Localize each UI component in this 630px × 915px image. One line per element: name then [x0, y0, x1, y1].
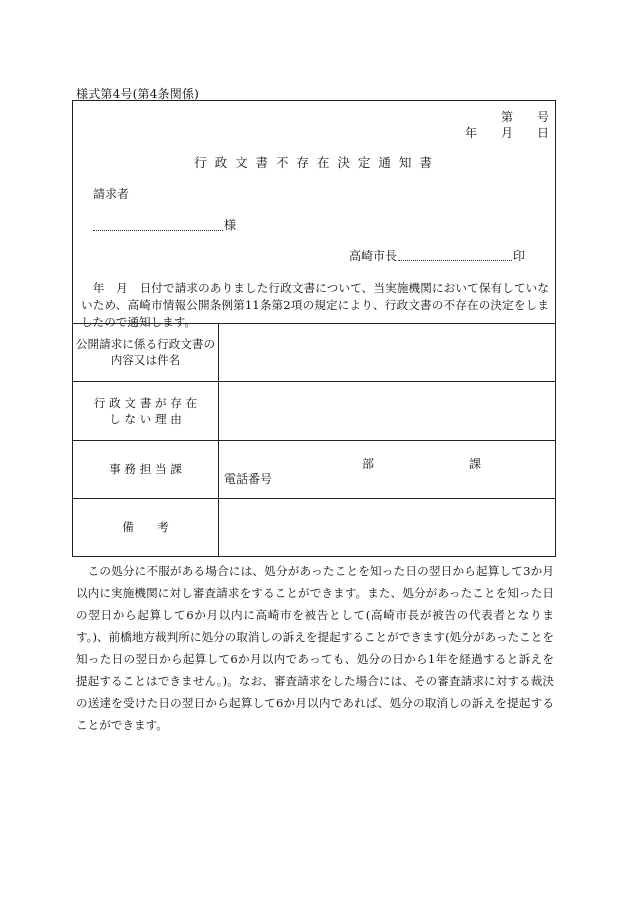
requester-label: 請求者 [93, 187, 130, 201]
document-date-label: 年 月 日 [464, 126, 549, 140]
seal-mark: 印 [513, 249, 526, 263]
notice-body-text: 年 月 日付で請求のありました行政文書について、当実施機関において保有していないため、高崎市情報公開条例第11条第2項の規定により、行政文書の不存在の決定をしましたので通知します。 [81, 281, 549, 329]
row-label-document-content: 公開請求に係る行政文書の内容又は件名 [75, 337, 216, 367]
row-label-nonexistence-reason-1: 行 政 文 書 が 存 在 [93, 396, 198, 410]
row-label-remarks: 備 考 [122, 520, 169, 534]
table-divider [73, 381, 555, 382]
issuer-name-line [398, 260, 512, 261]
table-divider [73, 498, 555, 499]
appeal-notice-text: この処分に不服がある場合には、処分があったことを知った日の翌日から起算して3か月以内に実施機関に対し審査請求をすることができます。また、処分があったことを知った日の翌日から起算して6か月以内に高崎市を被告として(高崎市長が被告の代表者となります。)、前橋地方裁判所に処分の取消しの訴えを提起することができます(処分があったことを知った日の翌日から起算して6か月以内であっても、処分の日から1年を経過すると訴えを提起することはできません。)。なお、審査請求をした場合には、その審査請求に対する裁決の送達を受けた日の翌日から起算して6か月以内であれば、処分の取消しの訴えを提起することができます。 [76, 564, 554, 732]
row-label-nonexistence-reason-2: し な い 理 由 [109, 412, 182, 426]
row-label-responsible-section: 事 務 担 当 課 [109, 462, 182, 476]
department-label: 部 [362, 457, 375, 471]
table-column-divider [218, 323, 219, 556]
form-number-label: 様式第4号(第4条関係) [76, 87, 200, 101]
requester-name-line [93, 230, 223, 231]
issuer-title: 高崎市長 [349, 249, 398, 263]
document-title: 行 政 文 書 不 存 在 決 定 通 知 書 [194, 155, 434, 170]
table-divider [73, 323, 555, 324]
section-label: 課 [469, 457, 482, 471]
requester-honorific: 様 [224, 218, 237, 232]
table-divider [73, 440, 555, 441]
phone-number-label: 電話番号 [224, 472, 273, 486]
document-number-label: 第 号 [500, 110, 549, 124]
notice-form-frame [72, 100, 556, 557]
